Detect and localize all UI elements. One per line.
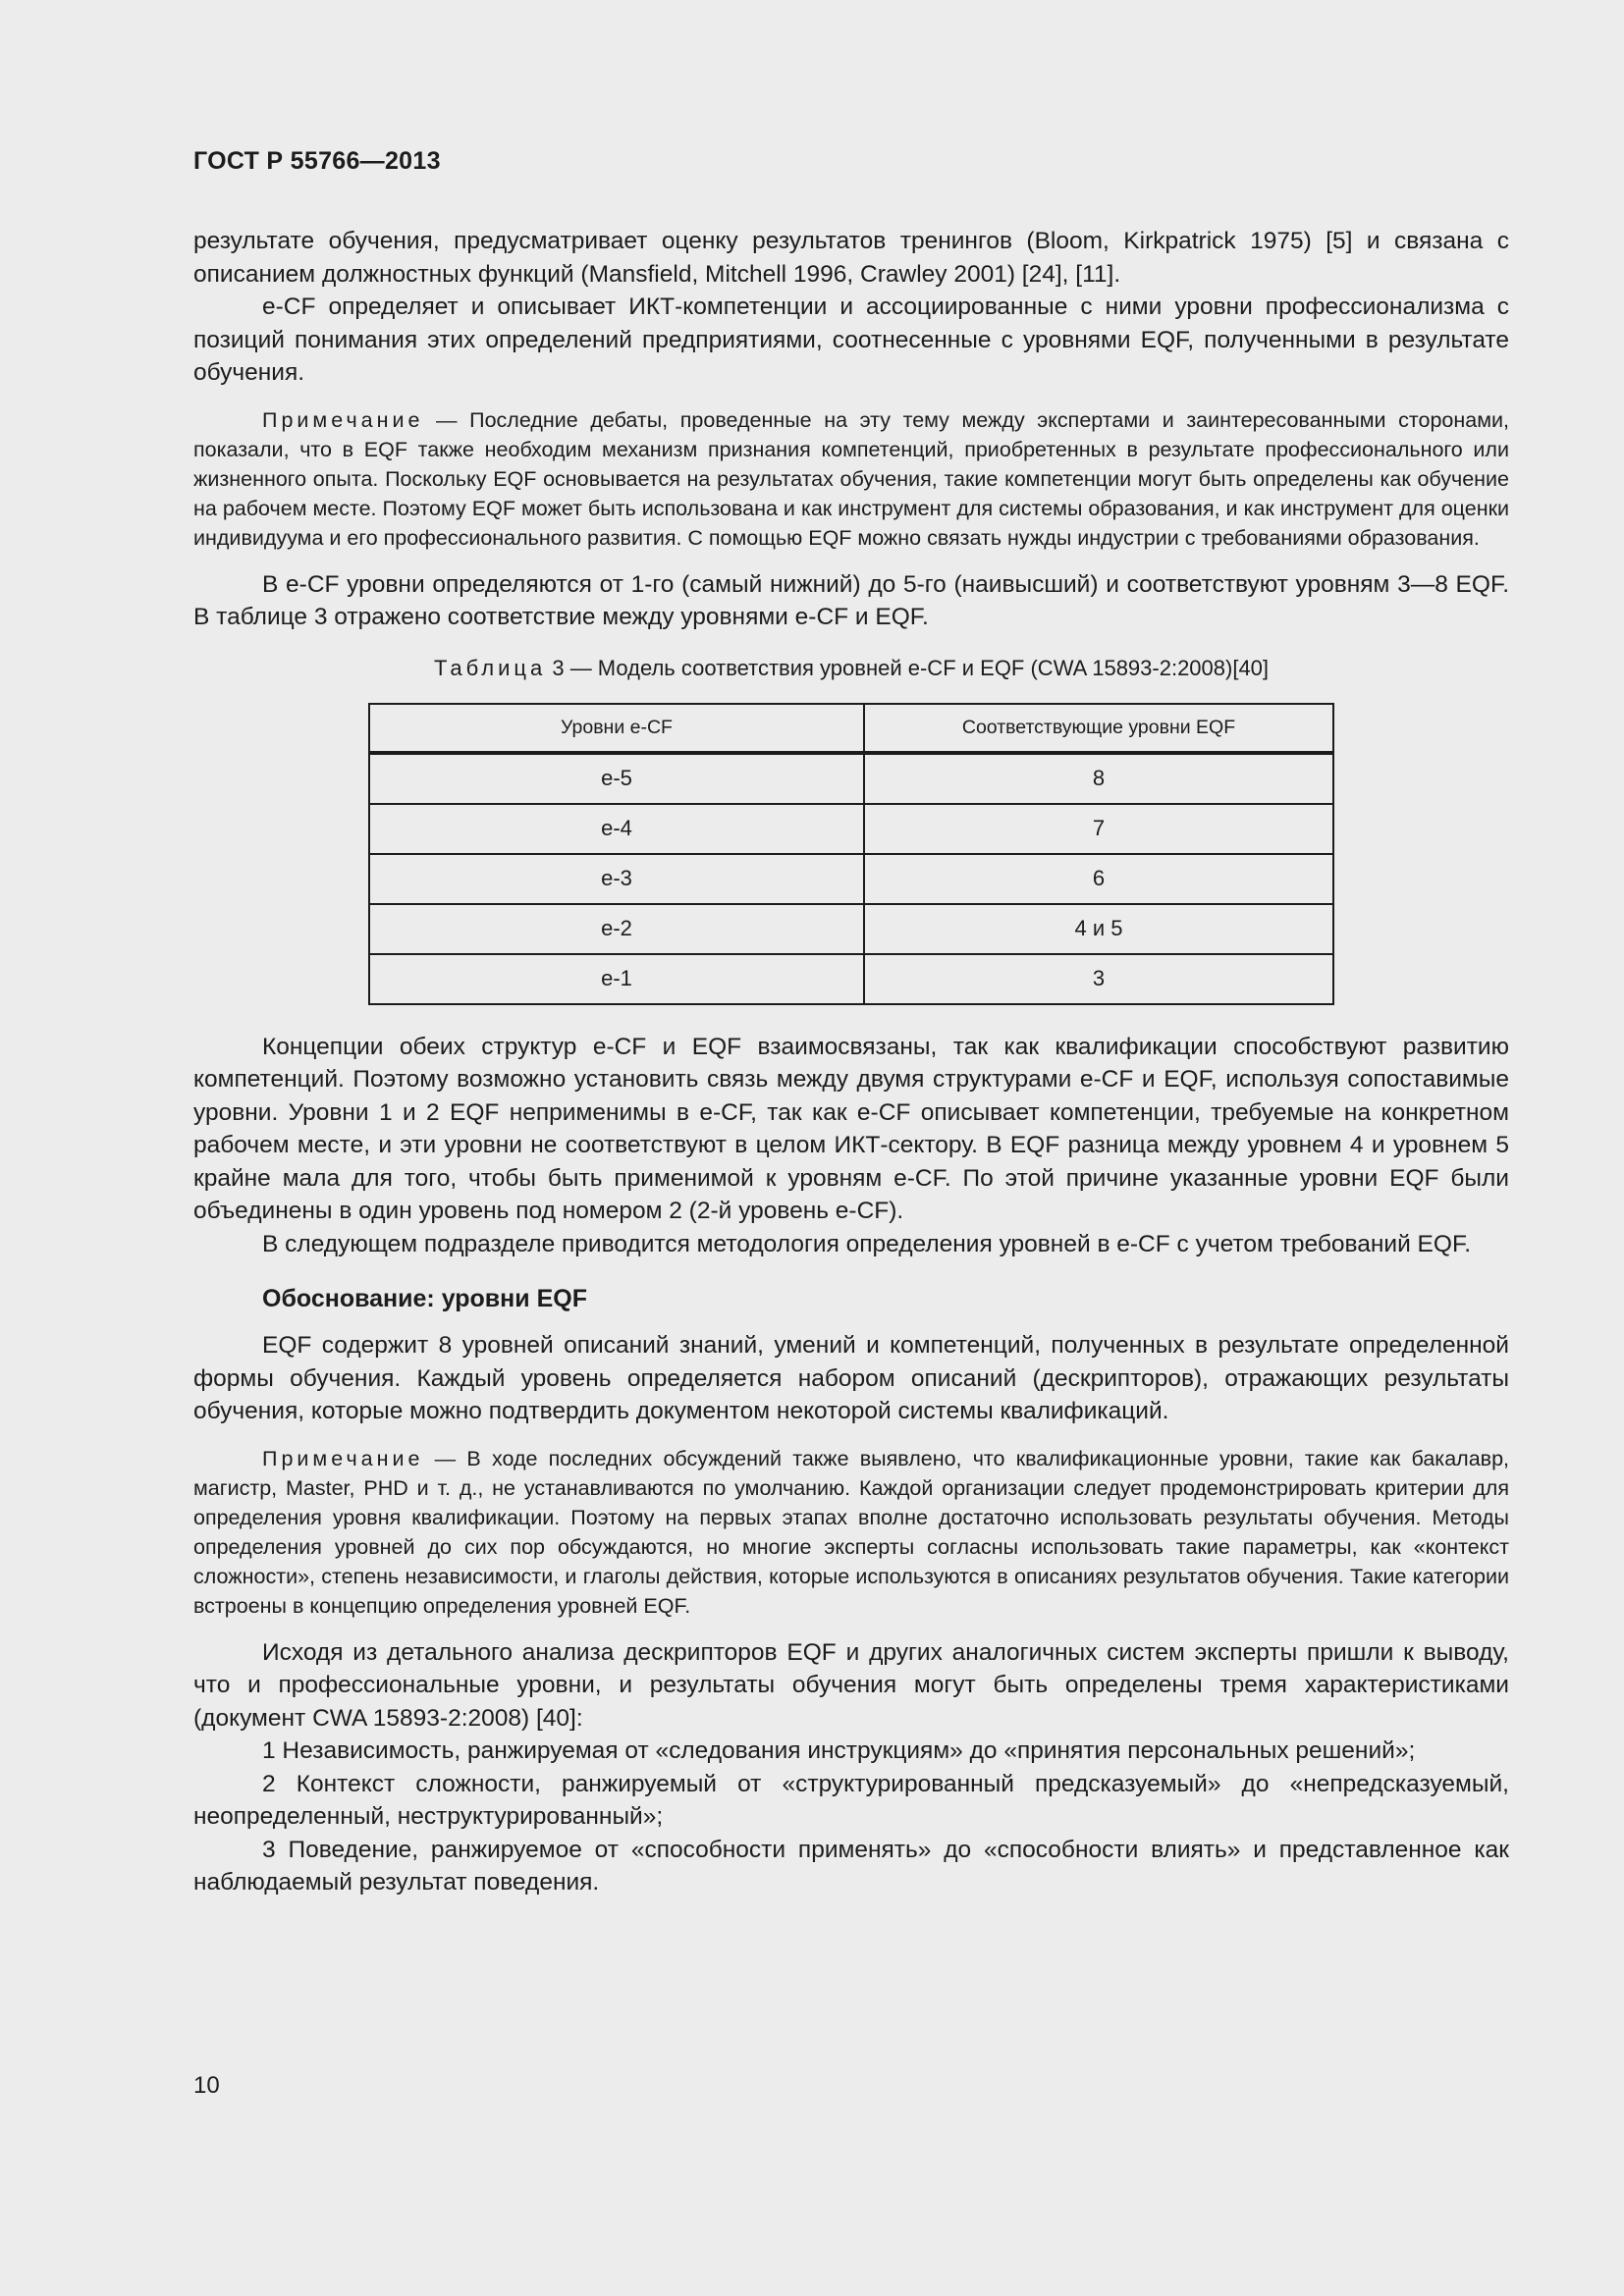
table-header-row: [369, 704, 1333, 753]
paragraph-3: В e-CF уровни определяются от 1-го (самый нижний) до 5-го (наивысший) и соответствуют уровням 3—8 EQF. В таблице 3 отражено соответствие между уровнями e-CF и EQF.: [193, 570, 1509, 630]
paragraph-1: результате обучения, предусматривает оценку результатов тренингов (Bloom, Kirkpatrick 1975) [5] и связана с описанием должностных функций (Mansfield, Mitchell 1996, Crawley 2001) [24], [11].: [193, 228, 1509, 288]
paragraph-5: В следующем подразделе приводится методология определения уровней в e-CF с учетом требований EQF.: [262, 1230, 1472, 1257]
section-heading: Обоснование: уровни EQF: [262, 1285, 587, 1312]
table-header-ecf: Уровни e-CF: [369, 704, 864, 753]
document-body: [193, 225, 1509, 1899]
list-item-2: 2 Контекст сложности, ранжируемый от «структурированный предсказуемый» до «непредсказуемый, неопределенный, неструктурированный»;: [193, 1770, 1509, 1830]
page-number: 10: [193, 2072, 220, 2099]
note-1-label: Примечание: [262, 407, 424, 432]
levels-table: [368, 703, 1334, 1005]
table-cell-ecf: e-1: [369, 954, 864, 1004]
table-cell-eqf: 3: [864, 954, 1333, 1004]
table-cell-eqf: 7: [864, 804, 1333, 854]
paragraph-7: Исходя из детального анализа дескрипторов EQF и других аналогичных систем эксперты пришли к выводу, что и профессиональные уровни, и результаты обучения могут быть определены тремя характеристиками (документ CWA 15893-2:2008) [40]:: [193, 1638, 1509, 1732]
document-header: ГОСТ Р 55766—2013: [193, 147, 441, 175]
paragraph-6: EQF содержит 8 уровней описаний знаний, умений и компетенций, полученных в результате определенной формы обучения. Каждый уровень определяется набором описаний (дескрипторов), отражающих результаты обучения, которые можно подтвердить документом некоторой системы квалификаций.: [193, 1332, 1509, 1424]
note-1-text: — Последние дебаты, проведенные на эту тему между экспертами и заинтересованными сторонами, показали, что в EQF также необходим механизм признания компетенций, приобретенных в результате профессионального или жизненного опыта. Поскольку EQF основывается на результатах обучения, такие компетенции могут быть определены как обучение на рабочем месте. Поэтому EQF может быть использована и как инструмент для системы образования, и как инструмент для оценки индивидуума и его профессионального развития. С помощью EQF можно связать нужды индустрии с требованиями образования.: [193, 407, 1509, 550]
paragraph-4: Концепции обеих структур e-CF и EQF взаимосвязаны, так как квалификации способствуют развитию компетенций. Поэтому возможно установить связь между двумя структурами e-CF и EQF, используя сопоставимые уровни. Уровни 1 и 2 EQF неприменимы в e-CF, так как e-CF описывает компетенции, требуемые на конкретном рабочем месте, и эти уровни не соответствуют в целом ИКТ-сектору. В EQF разница между уровнем 4 и уровнем 5 крайне мала для того, чтобы быть применимой к уровням e-CF. По этой причине указанные уровни EQF были объединены в один уровень под номером 2 (2-й уровень e-CF).: [193, 1033, 1509, 1224]
table-cell-ecf: e-3: [369, 854, 864, 904]
paragraph-2: e-CF определяет и описывает ИКТ-компетенции и ассоциированные с ними уровни профессионализма с позиций понимания этих определений предприятиями, соотнесенные с уровнями EQF, полученными в результате обучения.: [193, 294, 1509, 386]
table-caption-text: 3 — Модель соответствия уровней e-CF и EQF (CWA 15893-2:2008)[40]: [546, 655, 1270, 680]
note-1: [193, 405, 1509, 553]
table-cell-ecf: e-2: [369, 904, 864, 954]
table-cell-eqf: 8: [864, 753, 1333, 804]
table-cell-ecf: e-4: [369, 804, 864, 854]
table-cell-eqf: 6: [864, 854, 1333, 904]
list-item-1: 1 Независимость, ранжируемая от «следования инструкциям» до «принятия персональных решений»;: [262, 1737, 1416, 1764]
note-2: [193, 1444, 1509, 1621]
table-cell-ecf: e-5: [369, 753, 864, 804]
table-row: [369, 904, 1333, 954]
note-2-label: Примечание: [262, 1446, 424, 1470]
table-row: [369, 954, 1333, 1004]
table-row: [369, 854, 1333, 904]
table-row: [369, 804, 1333, 854]
table-caption-label: Таблица: [433, 655, 547, 680]
table-caption: [193, 654, 1509, 683]
table-cell-eqf: 4 и 5: [864, 904, 1333, 954]
table-header-eqf: Соответствующие уровни EQF: [864, 704, 1333, 753]
list-item-3: 3 Поведение, ранжируемое от «способности применять» до «способности влиять» и представленное как наблюдаемый результат поведения.: [193, 1836, 1509, 1896]
note-2-text: — В ходе последних обсуждений также выявлено, что квалификационные уровни, такие как бакалавр, магистр, Master, PHD и т. д., не устанавливаются по умолчанию. Каждой организации следует продемонстрировать критерии для определения уровня квалификации. Поэтому на первых этапах вполне достаточно использовать результаты обучения. Методы определения уровней до сих пор обсуждаются, но многие эксперты согласны использовать такие параметры, как «контекст сложности», степень независимости, и глаголы действия, которые используются в описаниях результатов обучения. Такие категории встроены в концепцию определения уровней EQF.: [193, 1446, 1509, 1618]
table-row: [369, 753, 1333, 804]
